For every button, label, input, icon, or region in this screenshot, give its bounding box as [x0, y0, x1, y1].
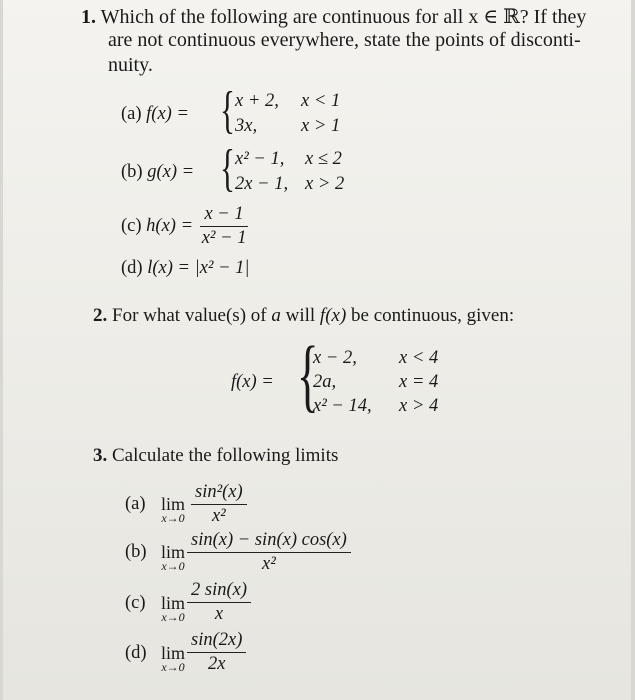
- worksheet-page: [3, 0, 631, 700]
- q3d-denominator: 2x: [207, 654, 226, 674]
- q3b-numerator: sin(x) − sin(x) cos(x): [187, 530, 351, 553]
- q3d-numerator: sin(2x): [187, 630, 246, 653]
- q3a-denominator: x²: [211, 506, 226, 526]
- q2-row2-cond: x = 4: [399, 372, 439, 392]
- q1a-row2-cond: x > 1: [301, 116, 341, 136]
- q3-title: [93, 445, 338, 467]
- q1a-row1-expr: x + 2,: [235, 91, 279, 111]
- q3c-lim: [161, 593, 185, 625]
- q1b-row2-expr: 2x − 1,: [235, 174, 289, 194]
- q2-text-mid: will: [285, 305, 316, 326]
- q3b-denominator: x²: [262, 554, 276, 574]
- q3c-numerator: 2 sin(x): [187, 580, 251, 603]
- q3a-label: (a): [125, 494, 146, 514]
- q3a-lim: [161, 494, 185, 526]
- q2-text-after: be continuous, given:: [351, 305, 515, 326]
- q3c-fraction: [187, 580, 251, 625]
- q1c-lhs: h(x) =: [146, 216, 194, 236]
- q3c-denominator: x: [214, 604, 224, 624]
- q3b-lim-sub: x→0: [161, 559, 185, 573]
- q2-number: 2.: [93, 305, 108, 326]
- q2-row3-expr: x² − 14,: [313, 396, 372, 416]
- q1-text-line1: Which of the following are continuous for all x ∈ ℝ? If they: [100, 6, 587, 28]
- q2-row1-expr: x − 2,: [313, 348, 357, 368]
- q2-brace: {: [296, 329, 319, 420]
- q1c-denominator: x² − 1: [201, 228, 247, 248]
- q1a-lhs: f(x) =: [146, 104, 189, 124]
- q1b-row1-cond: x ≤ 2: [305, 149, 342, 169]
- q2-row3-cond: x > 4: [399, 396, 439, 416]
- q3a-lim-word: lim: [161, 494, 186, 514]
- q3-title-text: Calculate the following limits: [112, 445, 339, 466]
- q3d-lim-word: lim: [161, 643, 186, 663]
- q3b-lim-word: lim: [161, 542, 186, 562]
- q3d-fraction: [187, 630, 246, 675]
- q1d-label: (d): [121, 258, 143, 278]
- q3d-label: (d): [125, 643, 147, 663]
- q3c-lim-sub: x→0: [161, 610, 185, 624]
- q1c-row: [121, 204, 250, 249]
- q3b-label: (b): [125, 542, 147, 562]
- q3b-fraction: [187, 530, 351, 575]
- q1d-expr: l(x) = |x² − 1|: [147, 258, 250, 278]
- q1b-brace: {: [219, 140, 235, 197]
- q1d-row: [121, 258, 250, 279]
- q2-row2-expr: 2a,: [313, 372, 337, 392]
- q2-lhs: f(x) =: [231, 372, 274, 392]
- q3d-lim-sub: x→0: [161, 660, 185, 674]
- q1a-row2-expr: 3x,: [235, 116, 258, 136]
- q1-text-line3: nuity.: [108, 54, 153, 76]
- q2-fx: f(x): [319, 305, 347, 326]
- q1c-label: (c): [121, 216, 142, 236]
- q1a-label: [121, 104, 189, 125]
- q2-title: [93, 305, 514, 327]
- q1b-row2-cond: x > 2: [305, 174, 345, 194]
- q1a-row1-cond: x < 1: [301, 91, 341, 111]
- q3-number: 3.: [93, 445, 108, 466]
- q2-text-before: For what value(s) of: [112, 305, 267, 326]
- q3c-lim-word: lim: [161, 593, 186, 613]
- q3a-fraction: [191, 482, 247, 527]
- q1a-brace: {: [219, 82, 235, 139]
- q1b-lhs: g(x) =: [147, 162, 195, 182]
- q1a-label-text: (a): [121, 104, 142, 124]
- q3c-label: (c): [125, 593, 146, 613]
- q2-var-a: a: [271, 305, 281, 326]
- q1b-row1-expr: x² − 1,: [235, 149, 285, 169]
- q1b-label-text: (b): [121, 162, 143, 182]
- q3b-lim: [161, 542, 185, 574]
- q1c-fraction: [198, 204, 251, 249]
- q3a-lim-sub: x→0: [161, 511, 185, 525]
- q1-line1: [81, 4, 586, 29]
- q1-text-line2: are not continuous everywhere, state the points of disconti-: [108, 29, 581, 51]
- q2-row1-cond: x < 4: [399, 348, 439, 368]
- q3d-lim: [161, 643, 185, 675]
- q1c-numerator: x − 1: [200, 204, 247, 227]
- q1b-label: [121, 162, 194, 183]
- q1-number: 1.: [81, 6, 96, 28]
- q3a-numerator: sin²(x): [191, 482, 247, 505]
